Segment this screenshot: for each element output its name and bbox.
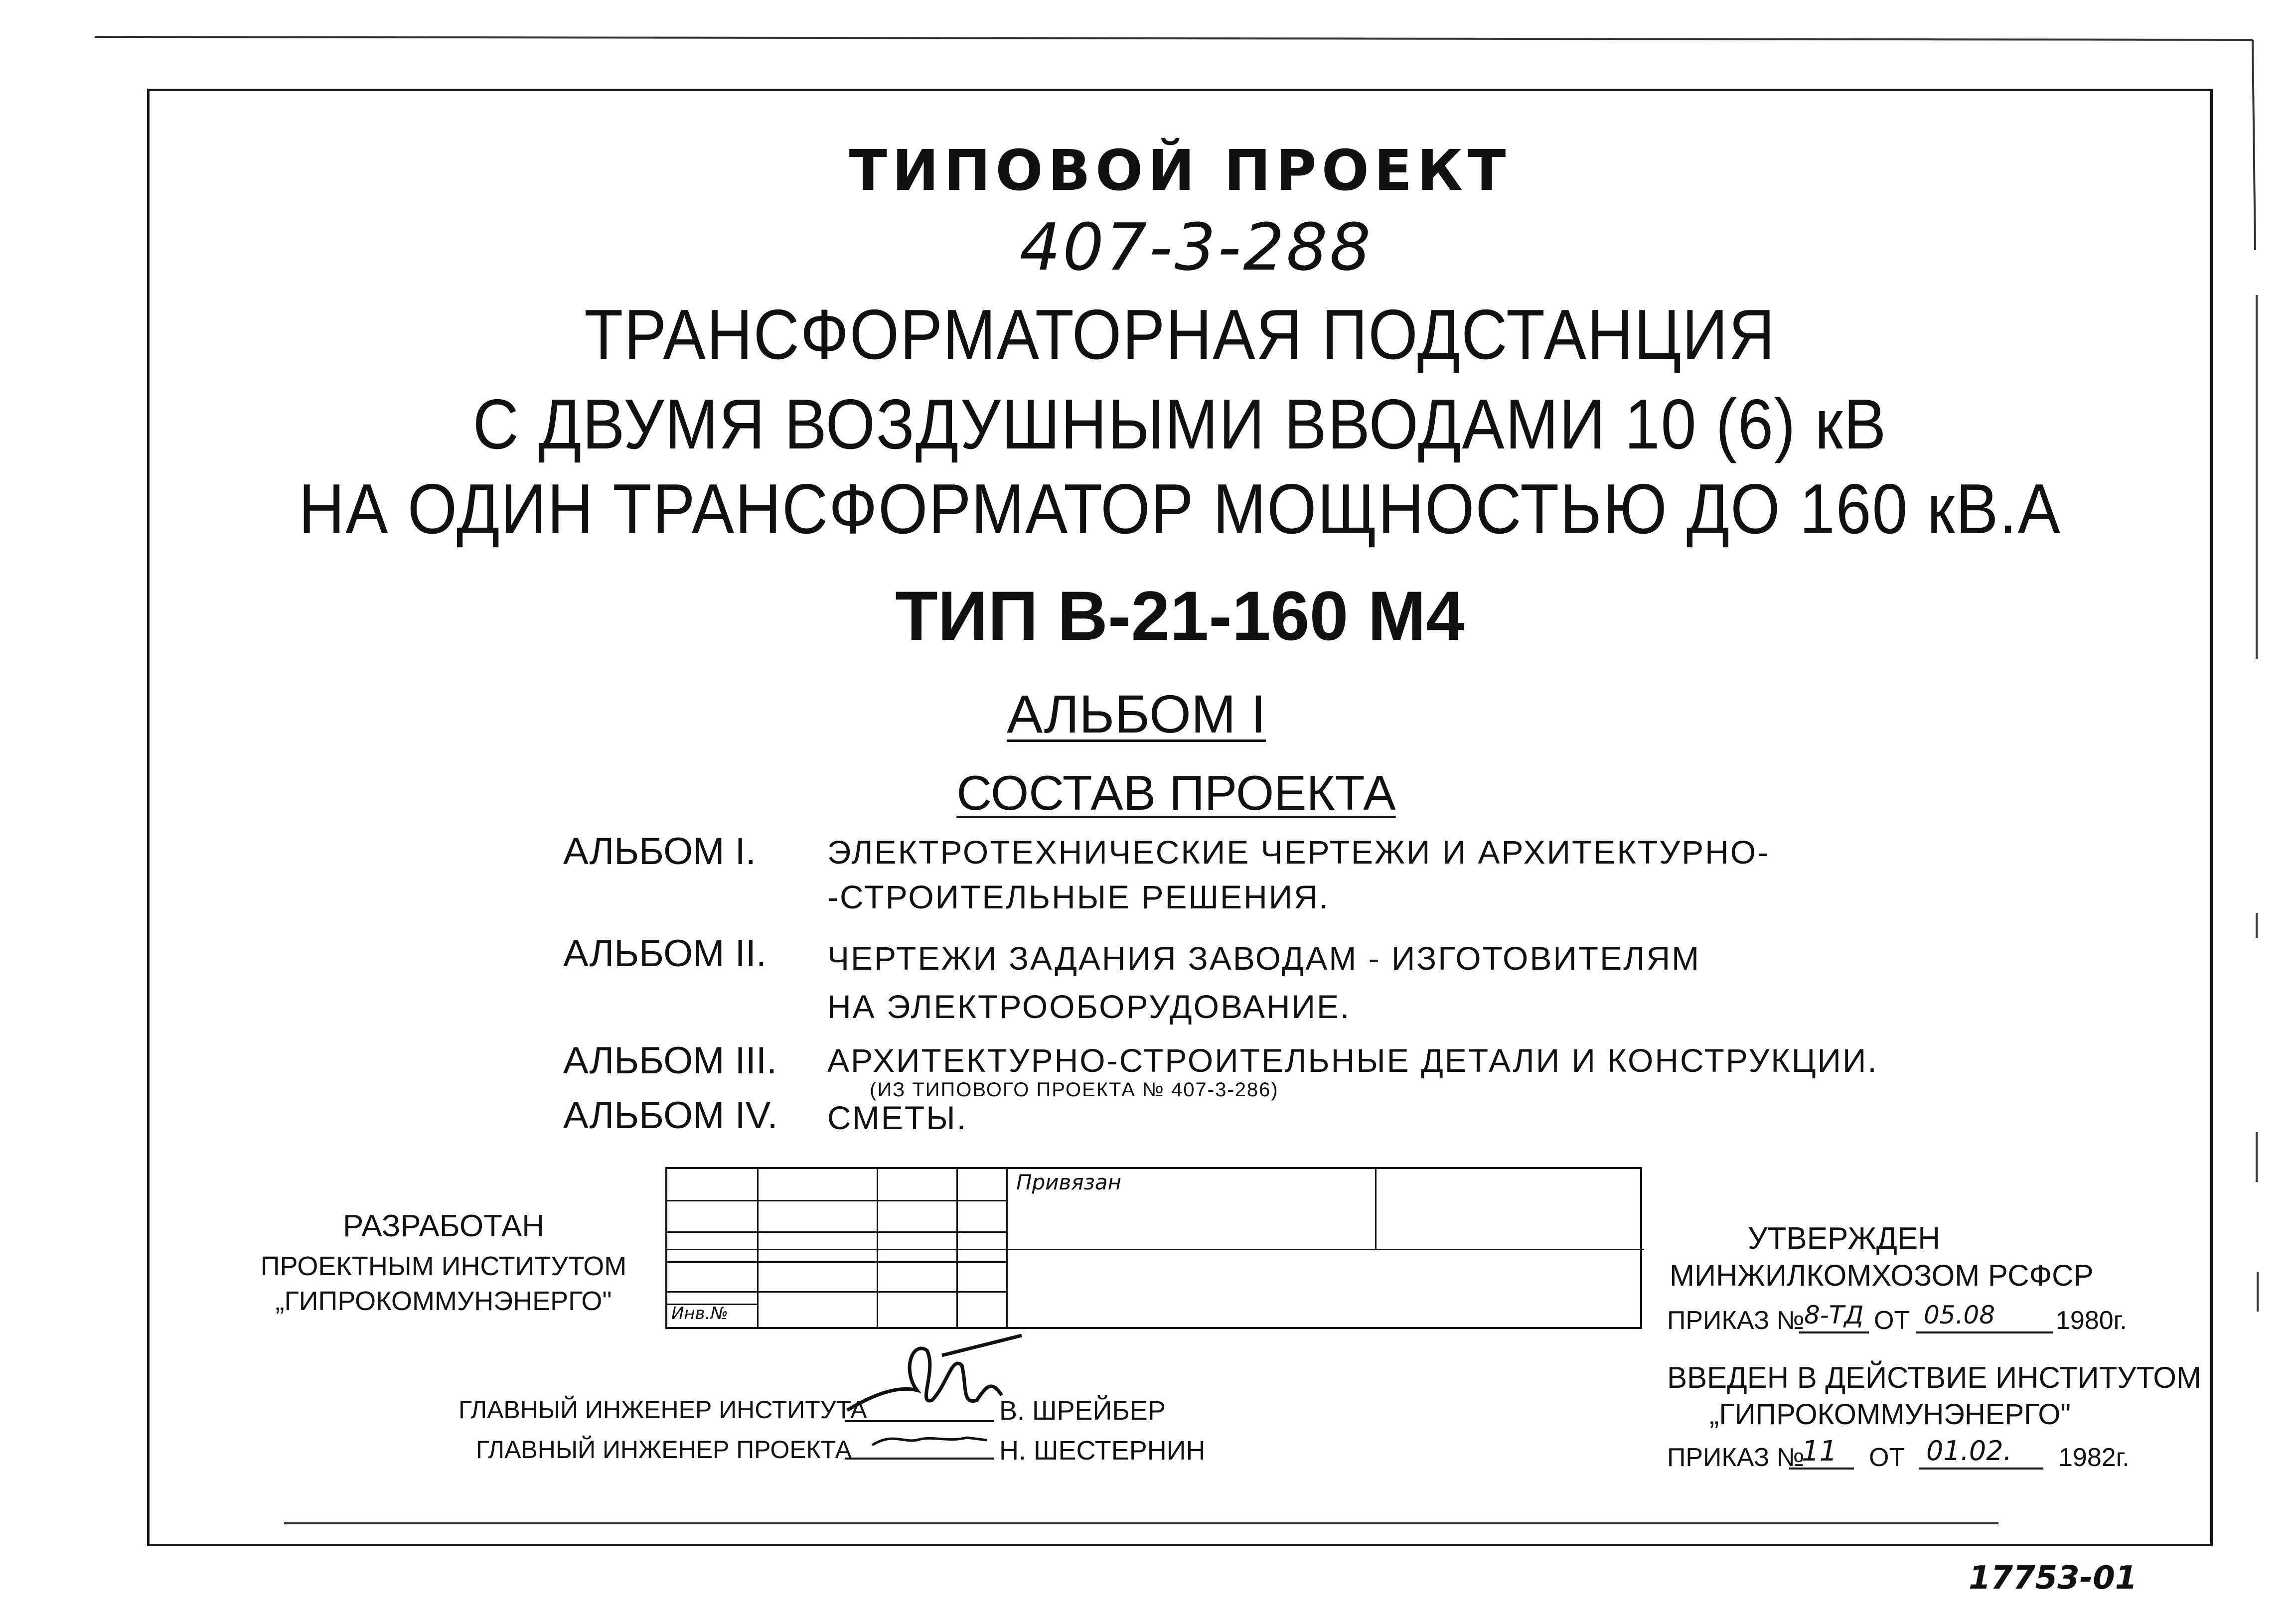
intro-order-number-underline <box>1789 1468 1854 1470</box>
chief-project-signature <box>867 1428 997 1453</box>
intro-order-year: 1982г. <box>2058 1443 2130 1472</box>
intro-order-from: ОТ <box>1869 1443 1905 1472</box>
order-number: 8-ТД <box>1804 1301 1864 1329</box>
stamp-row-line <box>667 1231 1006 1233</box>
intro-order-date-underline <box>1919 1468 2043 1470</box>
substation-type: ТИП В-21-160 М4 <box>895 577 1465 655</box>
album-2-label: АЛЬБОМ II. <box>563 932 767 975</box>
order-date: 05.08 <box>1924 1301 1995 1329</box>
approved-line-2: МИНЖИЛКОМХОЗОМ РСФСР <box>1670 1259 2094 1292</box>
developer-line-1: РАЗРАБОТАН <box>342 1209 545 1243</box>
introduced-line-1: ВВЕДЕН В ДЕЙСТВИЕ ИНСТИТУТОМ <box>1667 1361 2201 1394</box>
chief-institute-label: ГЛАВНЫЙ ИНЖЕНЕР ИНСТИТУТА <box>459 1396 867 1424</box>
album-4-label: АЛЬБОМ IV. <box>563 1094 778 1137</box>
album-2-line-2: НА ЭЛЕКТРООБОРУДОВАНИЕ. <box>827 988 1351 1025</box>
tied-label: Привязан <box>1016 1170 1122 1194</box>
chief-project-label: ГЛАВНЫЙ ИНЖЕНЕР ПРОЕКТА <box>476 1436 852 1464</box>
developer-line-3: „ГИПРОКОММУНЭНЕРГО" <box>275 1286 612 1316</box>
album-1-line-1: ЭЛЕКТРОТЕХНИЧЕСКИЕ ЧЕРТЕЖИ И АРХИТЕКТУРНО- <box>827 834 1770 871</box>
sheet-code: 17753-01 <box>1969 1560 2138 1597</box>
chief-project-sign-line <box>845 1458 994 1460</box>
order-number-underline <box>1799 1331 1869 1333</box>
album-3-label: АЛЬБОМ III. <box>563 1039 777 1082</box>
stamp-row-line <box>667 1291 1006 1293</box>
album-3-line-1: АРХИТЕКТУРНО-СТРОИТЕЛЬНЫЕ ДЕТАЛИ И КОНСТРУКЦИИ. <box>827 1042 1878 1079</box>
title-line-2: С ДВУМЯ ВОЗДУШНЫМИ ВВОДАМИ 10 (6) кВ <box>472 385 1887 464</box>
document-heading: ТИПОВОЙ ПРОЕКТ <box>849 139 1511 203</box>
inv-label: Инв.№ <box>671 1304 728 1324</box>
title-line-1: ТРАНСФОРМАТОРНАЯ ПОДСТАНЦИЯ <box>584 295 1776 374</box>
stamp-row-line <box>667 1261 1006 1263</box>
order-year: 1980г. <box>2056 1306 2127 1335</box>
album-4-line-1: СМЕТЫ. <box>827 1099 968 1136</box>
intro-order-date: 01.02. <box>1926 1435 2012 1467</box>
album-1-line-2: -СТРОИТЕЛЬНЫЕ РЕШЕНИЯ. <box>827 879 1330 915</box>
stamp-row-line <box>667 1249 1644 1250</box>
composition-heading: СОСТАВ ПРОЕКТА <box>956 765 1396 820</box>
album-3-note: (ИЗ ТИПОВОГО ПРОЕКТА № 407-3-286) <box>870 1079 1279 1101</box>
album-1-label: АЛЬБОМ I. <box>563 830 756 873</box>
stamp-divider <box>1375 1169 1377 1249</box>
album-number: АЛЬБОМ I <box>1007 684 1266 744</box>
order-from: ОТ <box>1874 1306 1910 1335</box>
chief-institute-name: В. ШРЕЙБЕР <box>999 1396 1166 1426</box>
album-2-line-1: ЧЕРТЕЖИ ЗАДАНИЯ ЗАВОДАМ - ИЗГОТОВИТЕЛЯМ <box>827 940 1701 977</box>
approved-line-1: УТВЕРЖДЕН <box>1748 1221 1940 1256</box>
introduced-line-2: „ГИПРОКОММУНЭНЕРГО" <box>1709 1398 2071 1431</box>
developer-line-2: ПРОЕКТНЫМ ИНСТИТУТОМ <box>260 1251 627 1281</box>
chief-project-name: Н. ШЕСТЕРНИН <box>999 1436 1206 1466</box>
intro-order-prefix: ПРИКАЗ № <box>1667 1443 1805 1472</box>
order-date-underline <box>1916 1331 2053 1333</box>
order-prefix: ПРИКАЗ № <box>1667 1306 1805 1335</box>
project-number: 407-3-288 <box>1019 209 1373 285</box>
chief-institute-sign-line <box>845 1420 994 1422</box>
intro-order-number: 11 <box>1802 1435 1837 1468</box>
stamp-table <box>665 1167 1642 1329</box>
stamp-row-line <box>667 1200 1006 1201</box>
title-line-3: НА ОДИН ТРАНСФОРМАТОР МОЩНОСТЬЮ ДО 160 кВ.А <box>299 469 2061 549</box>
